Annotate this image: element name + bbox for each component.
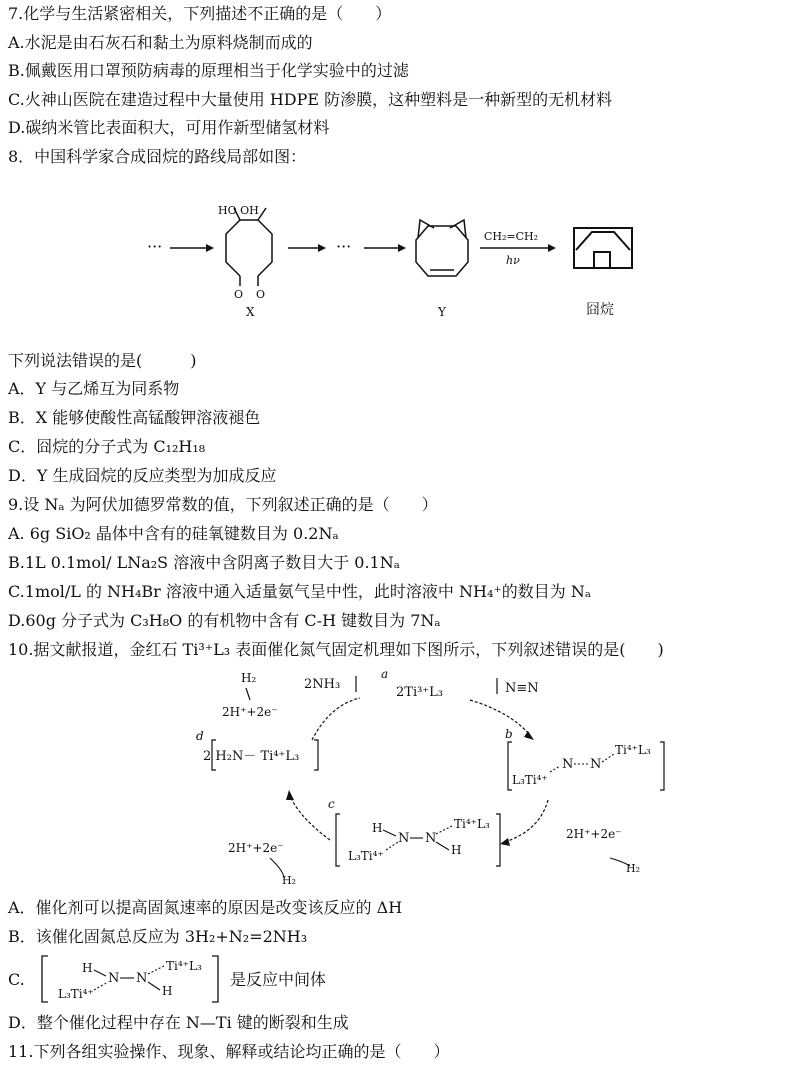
species-c-right: Ti⁴⁺L₃ bbox=[454, 817, 490, 831]
q11-stem: 11.下列各组实验操作、现象、解释或结论均正确的是（ ） bbox=[8, 1042, 450, 1061]
label-a: a bbox=[381, 667, 389, 681]
x-carbonyl-o-right: O bbox=[256, 288, 266, 301]
product-label: 囧烷 bbox=[586, 302, 614, 318]
q10-stem: 10.据文献报道，金红石 Ti³⁺L₃ 表面催化氮气固定机理如下图所示，下列叙述错误的是( ) bbox=[8, 640, 664, 659]
label-b: b bbox=[505, 727, 513, 741]
option-c-n1: N bbox=[108, 971, 120, 986]
species-c-n1: N bbox=[398, 831, 410, 846]
nh3-label: 2NH₃ bbox=[304, 677, 341, 692]
q8-option-a: A．Y 与乙烯互为同系物 bbox=[8, 379, 180, 398]
x-carbonyl-o-left: O bbox=[234, 288, 244, 301]
h-plus-e-right: 2H⁺+2e⁻ bbox=[566, 827, 622, 841]
q10-option-a: A．催化剂可以提高固氮速率的原因是改变该反应的 ΔH bbox=[8, 898, 403, 917]
q7-stem: 7.化学与生活紧密相关，下列描述不正确的是（ ） bbox=[8, 4, 392, 23]
q8-reagent: CH₂=CH₂ bbox=[484, 230, 539, 243]
h2-left-label: H₂ bbox=[282, 874, 297, 887]
q8-question: 下列说法错误的是( ) bbox=[8, 351, 197, 370]
q9-stem: 9.设 Nₐ 为阿伏加德罗常数的值，下列叙述正确的是（ ） bbox=[8, 495, 438, 514]
species-b-right: Ti⁴⁺L₃ bbox=[615, 743, 651, 757]
q8-stem: 8．中国科学家合成囧烷的路线局部如图： bbox=[8, 147, 307, 166]
q9-option-d: D.60g 分子式为 C₃H₈O 的有机物中含有 C-H 键数目为 7Nₐ bbox=[8, 611, 441, 630]
h2-right-label: H₂ bbox=[626, 862, 641, 875]
option-c-n2: N bbox=[136, 971, 148, 986]
q7-option-b: B.佩戴医用口罩预防病毒的原理相当于化学实验中的过滤 bbox=[8, 61, 409, 80]
q9-option-b: B.1L 0.1mol/ LNa₂S 溶液中含阴离子数目大于 0.1Nₐ bbox=[8, 553, 400, 572]
option-c-h2: H bbox=[162, 984, 173, 998]
q8-dots-left: ··· bbox=[147, 237, 163, 256]
q8-option-d: D．Y 生成囧烷的反应类型为加成反应 bbox=[8, 466, 277, 485]
option-c-h1: H bbox=[82, 961, 93, 975]
species-b-n1: N bbox=[562, 757, 574, 772]
q10-option-b: B．该催化固氮总反应为 3H₂+N₂=2NH₃ bbox=[8, 927, 308, 946]
h2-top-label: H₂ bbox=[241, 671, 257, 685]
y-label: Y bbox=[438, 305, 446, 319]
q8-dots-middle: ··· bbox=[336, 237, 352, 256]
q9-option-c: C.1mol/L 的 NH₄Br 溶液中通入适量氨气呈中性，此时溶液中 NH₄⁺的数目为 Nₐ bbox=[8, 582, 592, 601]
q8-option-b: B．X 能够使酸性高锰酸钾溶液褪色 bbox=[8, 408, 261, 427]
species-c-h2: H bbox=[451, 843, 462, 857]
q8-condition: hν bbox=[506, 254, 520, 267]
option-c-left: L₃Ti⁴⁺ bbox=[58, 987, 94, 1001]
species-c-h1: H bbox=[372, 821, 383, 835]
option-c-right: Ti⁴⁺L₃ bbox=[166, 959, 202, 973]
x-label: X bbox=[246, 305, 255, 319]
species-b-left: L₃Ti⁴⁺ bbox=[512, 773, 548, 787]
ti-start-label: 2Ti³⁺L₃ bbox=[396, 685, 444, 700]
q7-option-d: D.碳纳米管比表面积大，可用作新型储氢材料 bbox=[8, 118, 330, 137]
n2-label: N≡N bbox=[505, 681, 539, 696]
species-d: 2 H₂N－ Ti⁴⁺L₃ bbox=[203, 749, 300, 764]
q10-option-c-prefix: C. bbox=[8, 970, 25, 989]
label-c: c bbox=[328, 797, 335, 811]
h-plus-e-left: 2H⁺+2e⁻ bbox=[228, 841, 284, 855]
q9-option-a: A. 6g SiO₂ 晶体中含有的硅氧键数目为 0.2Nₐ bbox=[8, 524, 339, 543]
species-c-n2: N bbox=[425, 831, 437, 846]
label-d: d bbox=[196, 729, 204, 743]
x-hydroxyl-label: HO OH bbox=[218, 204, 259, 217]
q10-option-d: D．整个催化过程中存在 N—Ti 键的断裂和生成 bbox=[8, 1013, 349, 1032]
species-b-n2: N bbox=[590, 757, 602, 772]
q7-option-c: C.火神山医院在建造过程中大量使用 HDPE 防渗膜，这种塑料是一种新型的无机材料 bbox=[8, 90, 613, 109]
q8-option-c: C．囧烷的分子式为 C₁₂H₁₈ bbox=[8, 437, 206, 456]
q7-option-a: A.水泥是由石灰石和黏土为原料烧制而成的 bbox=[8, 33, 313, 52]
species-c-left: L₃Ti⁴⁺ bbox=[348, 849, 384, 863]
q10-option-c-suffix: 是反应中间体 bbox=[230, 970, 327, 989]
h-plus-e-top: 2H⁺+2e⁻ bbox=[222, 705, 278, 719]
